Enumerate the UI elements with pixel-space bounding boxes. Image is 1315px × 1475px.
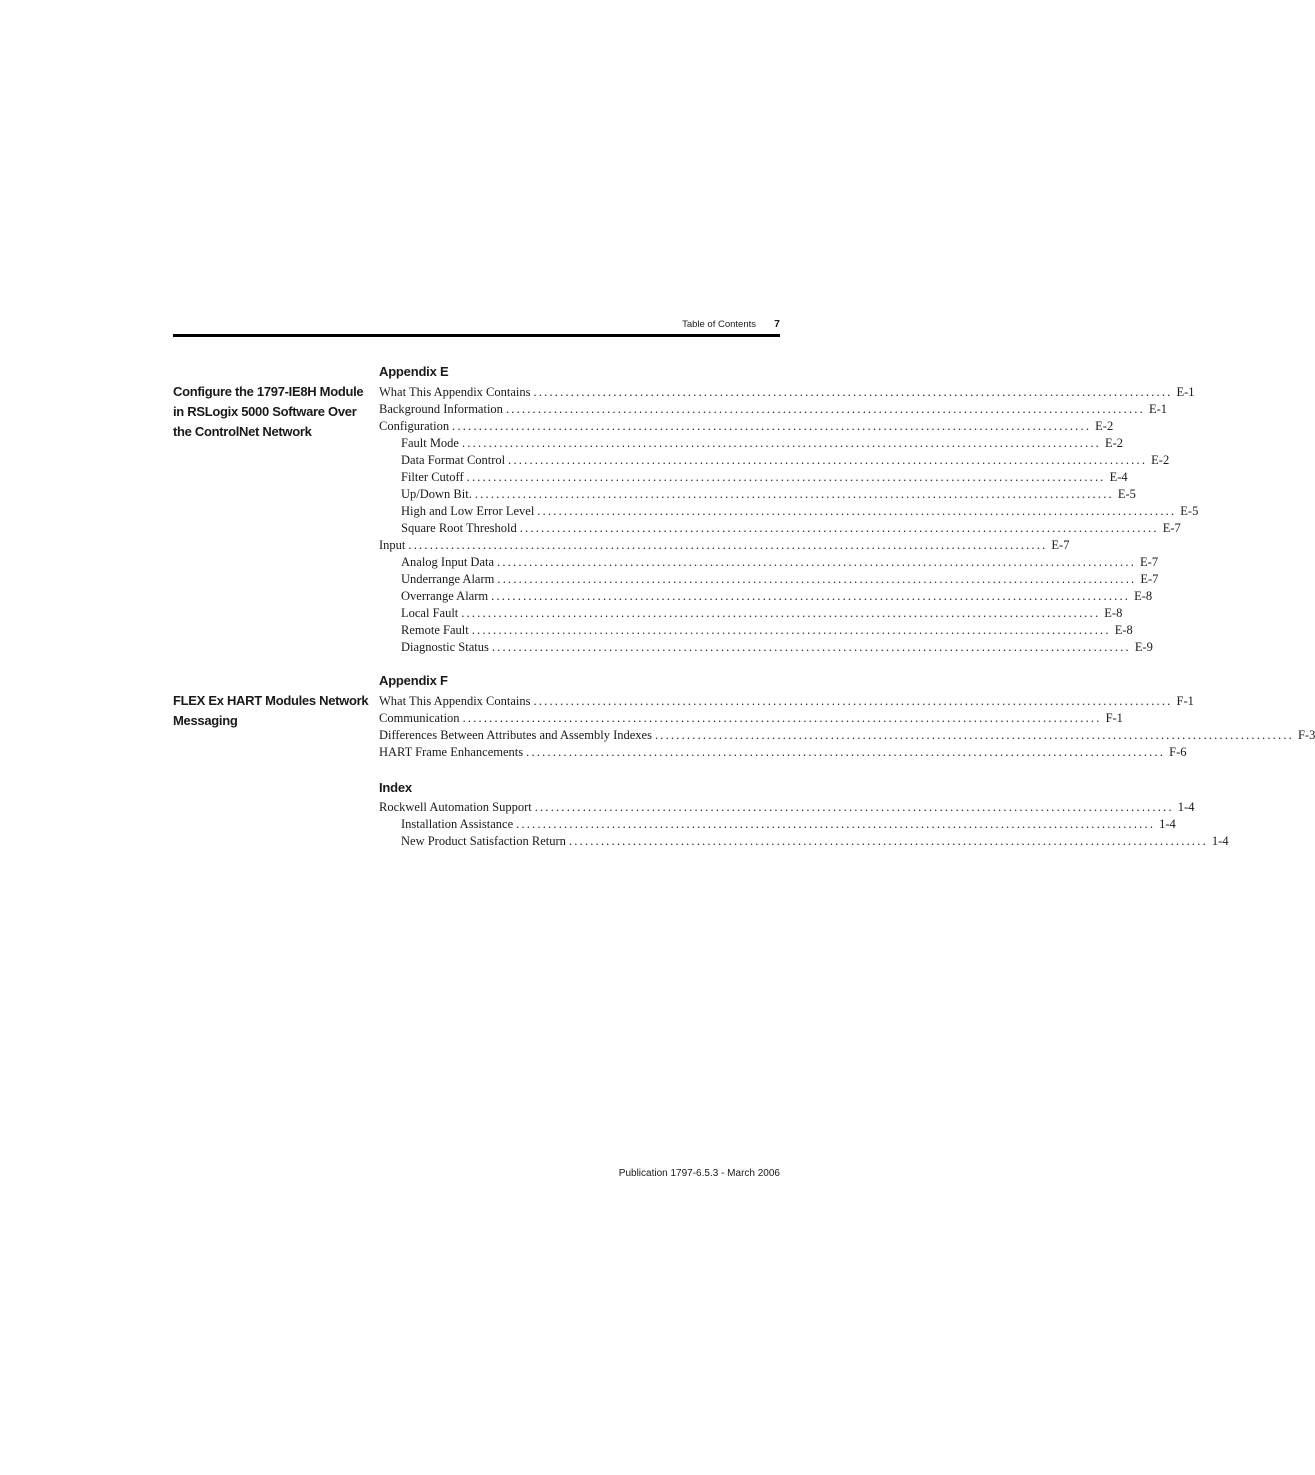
toc-entry[interactable] [379,639,1153,656]
toc-entry-title: Square Root Threshold [401,521,517,535]
section-heading-appendix-e: Appendix E [379,364,449,379]
toc-entry-title: Fault Mode [401,436,459,450]
dot-leader: ........................................................................................................................ [466,470,1106,484]
toc-entry-title: Overrange Alarm [401,589,489,603]
toc-entry-page: E-2 [1095,419,1114,433]
toc-entry[interactable] [379,727,1315,744]
toc-entry-title: Underrange Alarm [401,572,495,586]
toc-entry-page: 1-4 [1159,817,1176,831]
toc-entry-title: Filter Cutoff [401,470,464,484]
toc-entry-title: Differences Between Attributes and Assembly Indexes [379,728,652,742]
toc-entry-title: High and Low Error Level [401,504,535,518]
dot-leader: ........................................................................................................................ [461,606,1101,620]
dot-leader: ........................................................................................................................ [462,711,1102,725]
toc-entry[interactable] [379,469,1128,486]
dot-leader: ........................................................................................................................ [497,572,1137,586]
toc-entry-page: F-3 [1297,728,1315,742]
toc-entry-title: HART Frame Enhancements [379,745,524,759]
dot-leader: ........................................................................................................................ [519,521,1159,535]
dot-leader: ........................................................................................................................ [497,555,1137,569]
dot-leader: ........................................................................................................................ [491,640,1131,654]
header-rule [173,334,780,337]
dot-leader: ........................................................................................................................ [537,504,1177,518]
toc-entry-page: E-1 [1176,385,1195,399]
toc-entry-page: E-5 [1117,487,1136,501]
dot-leader: ........................................................................................................................ [491,589,1131,603]
dot-leader: ........................................................................................................................ [508,453,1148,467]
dot-leader: ........................................................................................................................ [408,538,1048,552]
toc-entry-title: Input [379,538,406,552]
toc-entry[interactable] [379,622,1133,639]
toc-entry-title: Communication [379,711,460,725]
section-heading-index: Index [379,780,412,795]
toc-entry-title: What This Appendix Contains [379,694,531,708]
toc-entry-title: Diagnostic Status [401,640,489,654]
toc-entry-title: Installation Assistance [401,817,514,831]
toc-entry-title: Background Information [379,402,503,416]
toc-entry[interactable] [379,605,1123,622]
publication-footer: Publication 1797-6.5.3 - March 2006 [618,1168,780,1179]
toc-entry-page: E-7 [1140,572,1159,586]
dot-leader: ........................................................................................................................ [452,419,1092,433]
dot-leader: ........................................................................................................................ [533,694,1173,708]
toc-entry[interactable] [379,401,1167,418]
toc-entry[interactable] [379,816,1176,833]
toc-entry[interactable] [379,384,1195,401]
toc-entry-title: Data Format Control [401,453,506,467]
toc-entry[interactable] [379,486,1136,503]
toc-entry-page: E-5 [1180,504,1199,518]
toc-entry[interactable] [379,554,1159,571]
toc-list-appendix-e [379,384,1199,656]
side-title-appendix-e: Configure the 1797-IE8H Module in RSLogix 5000 Software Over the ControlNet Network [173,384,364,439]
toc-entry-page: E-8 [1104,606,1123,620]
toc-entry-title: What This Appendix Contains [379,385,531,399]
toc-entry[interactable] [379,452,1170,469]
toc-entry-page: F-1 [1176,694,1194,708]
toc-entry-page: F-6 [1169,745,1187,759]
dot-leader: ........................................................................................................................ [474,487,1114,501]
toc-entry-page: F-1 [1105,711,1123,725]
toc-entry[interactable] [379,503,1199,520]
toc-entry[interactable] [379,571,1159,588]
dot-leader: ........................................................................................................................ [505,402,1145,416]
running-header [173,316,780,334]
dot-leader: ........................................................................................................................ [654,728,1294,742]
toc-entry[interactable] [379,435,1124,452]
toc-entry[interactable] [379,710,1123,727]
dot-leader: ........................................................................................................................ [533,385,1173,399]
toc-entry[interactable] [379,588,1153,605]
section-heading-appendix-f: Appendix F [379,673,448,688]
toc-entry-title: New Product Satisfaction Return [401,834,566,848]
toc-entry-title: Up/Down Bit. [401,487,472,501]
toc-entry-page: E-8 [1134,589,1153,603]
toc-entry-page: E-7 [1140,555,1159,569]
toc-list-index [379,799,1229,850]
page-number: 7 [774,318,780,330]
dot-leader: ........................................................................................................................ [526,745,1166,759]
toc-entry-page: E-1 [1148,402,1167,416]
dot-leader: ........................................................................................................................ [568,834,1208,848]
toc-entry-page: E-9 [1134,640,1153,654]
toc-entry[interactable] [379,833,1229,850]
toc-list-appendix-f [379,693,1315,761]
toc-entry-page: E-4 [1109,470,1128,484]
dot-leader: ........................................................................................................................ [534,800,1174,814]
toc-entry-page: E-2 [1104,436,1124,450]
toc-entry[interactable] [379,537,1070,554]
toc-entry-title: Analog Input Data [401,555,495,569]
toc-entry-page: E-7 [1051,538,1070,552]
toc-entry[interactable] [379,520,1181,537]
dot-leader: ........................................................................................................................ [516,817,1156,831]
toc-entry-title: Local Fault [401,606,459,620]
toc-entry-page: 1-4 [1177,800,1195,814]
toc-entry[interactable] [379,744,1187,761]
dot-leader: ........................................................................................................................ [471,623,1111,637]
toc-entry-title: Rockwell Automation Support [379,800,532,814]
toc-entry-title: Remote Fault [401,623,469,637]
toc-entry-page: 1-4 [1211,834,1229,848]
toc-entry-title: Configuration [379,419,450,433]
dot-leader: ........................................................................................................................ [461,436,1101,450]
header-section-title: Table of Contents [682,319,756,330]
side-title-appendix-f: FLEX Ex HART Modules Network Messaging [173,693,369,728]
toc-entry[interactable] [379,799,1195,816]
toc-entry[interactable] [379,693,1194,710]
toc-entry-page: E-7 [1162,521,1181,535]
toc-entry-page: E-2 [1151,453,1170,467]
toc-entry-page: E-8 [1114,623,1133,637]
toc-entry[interactable] [379,418,1114,435]
